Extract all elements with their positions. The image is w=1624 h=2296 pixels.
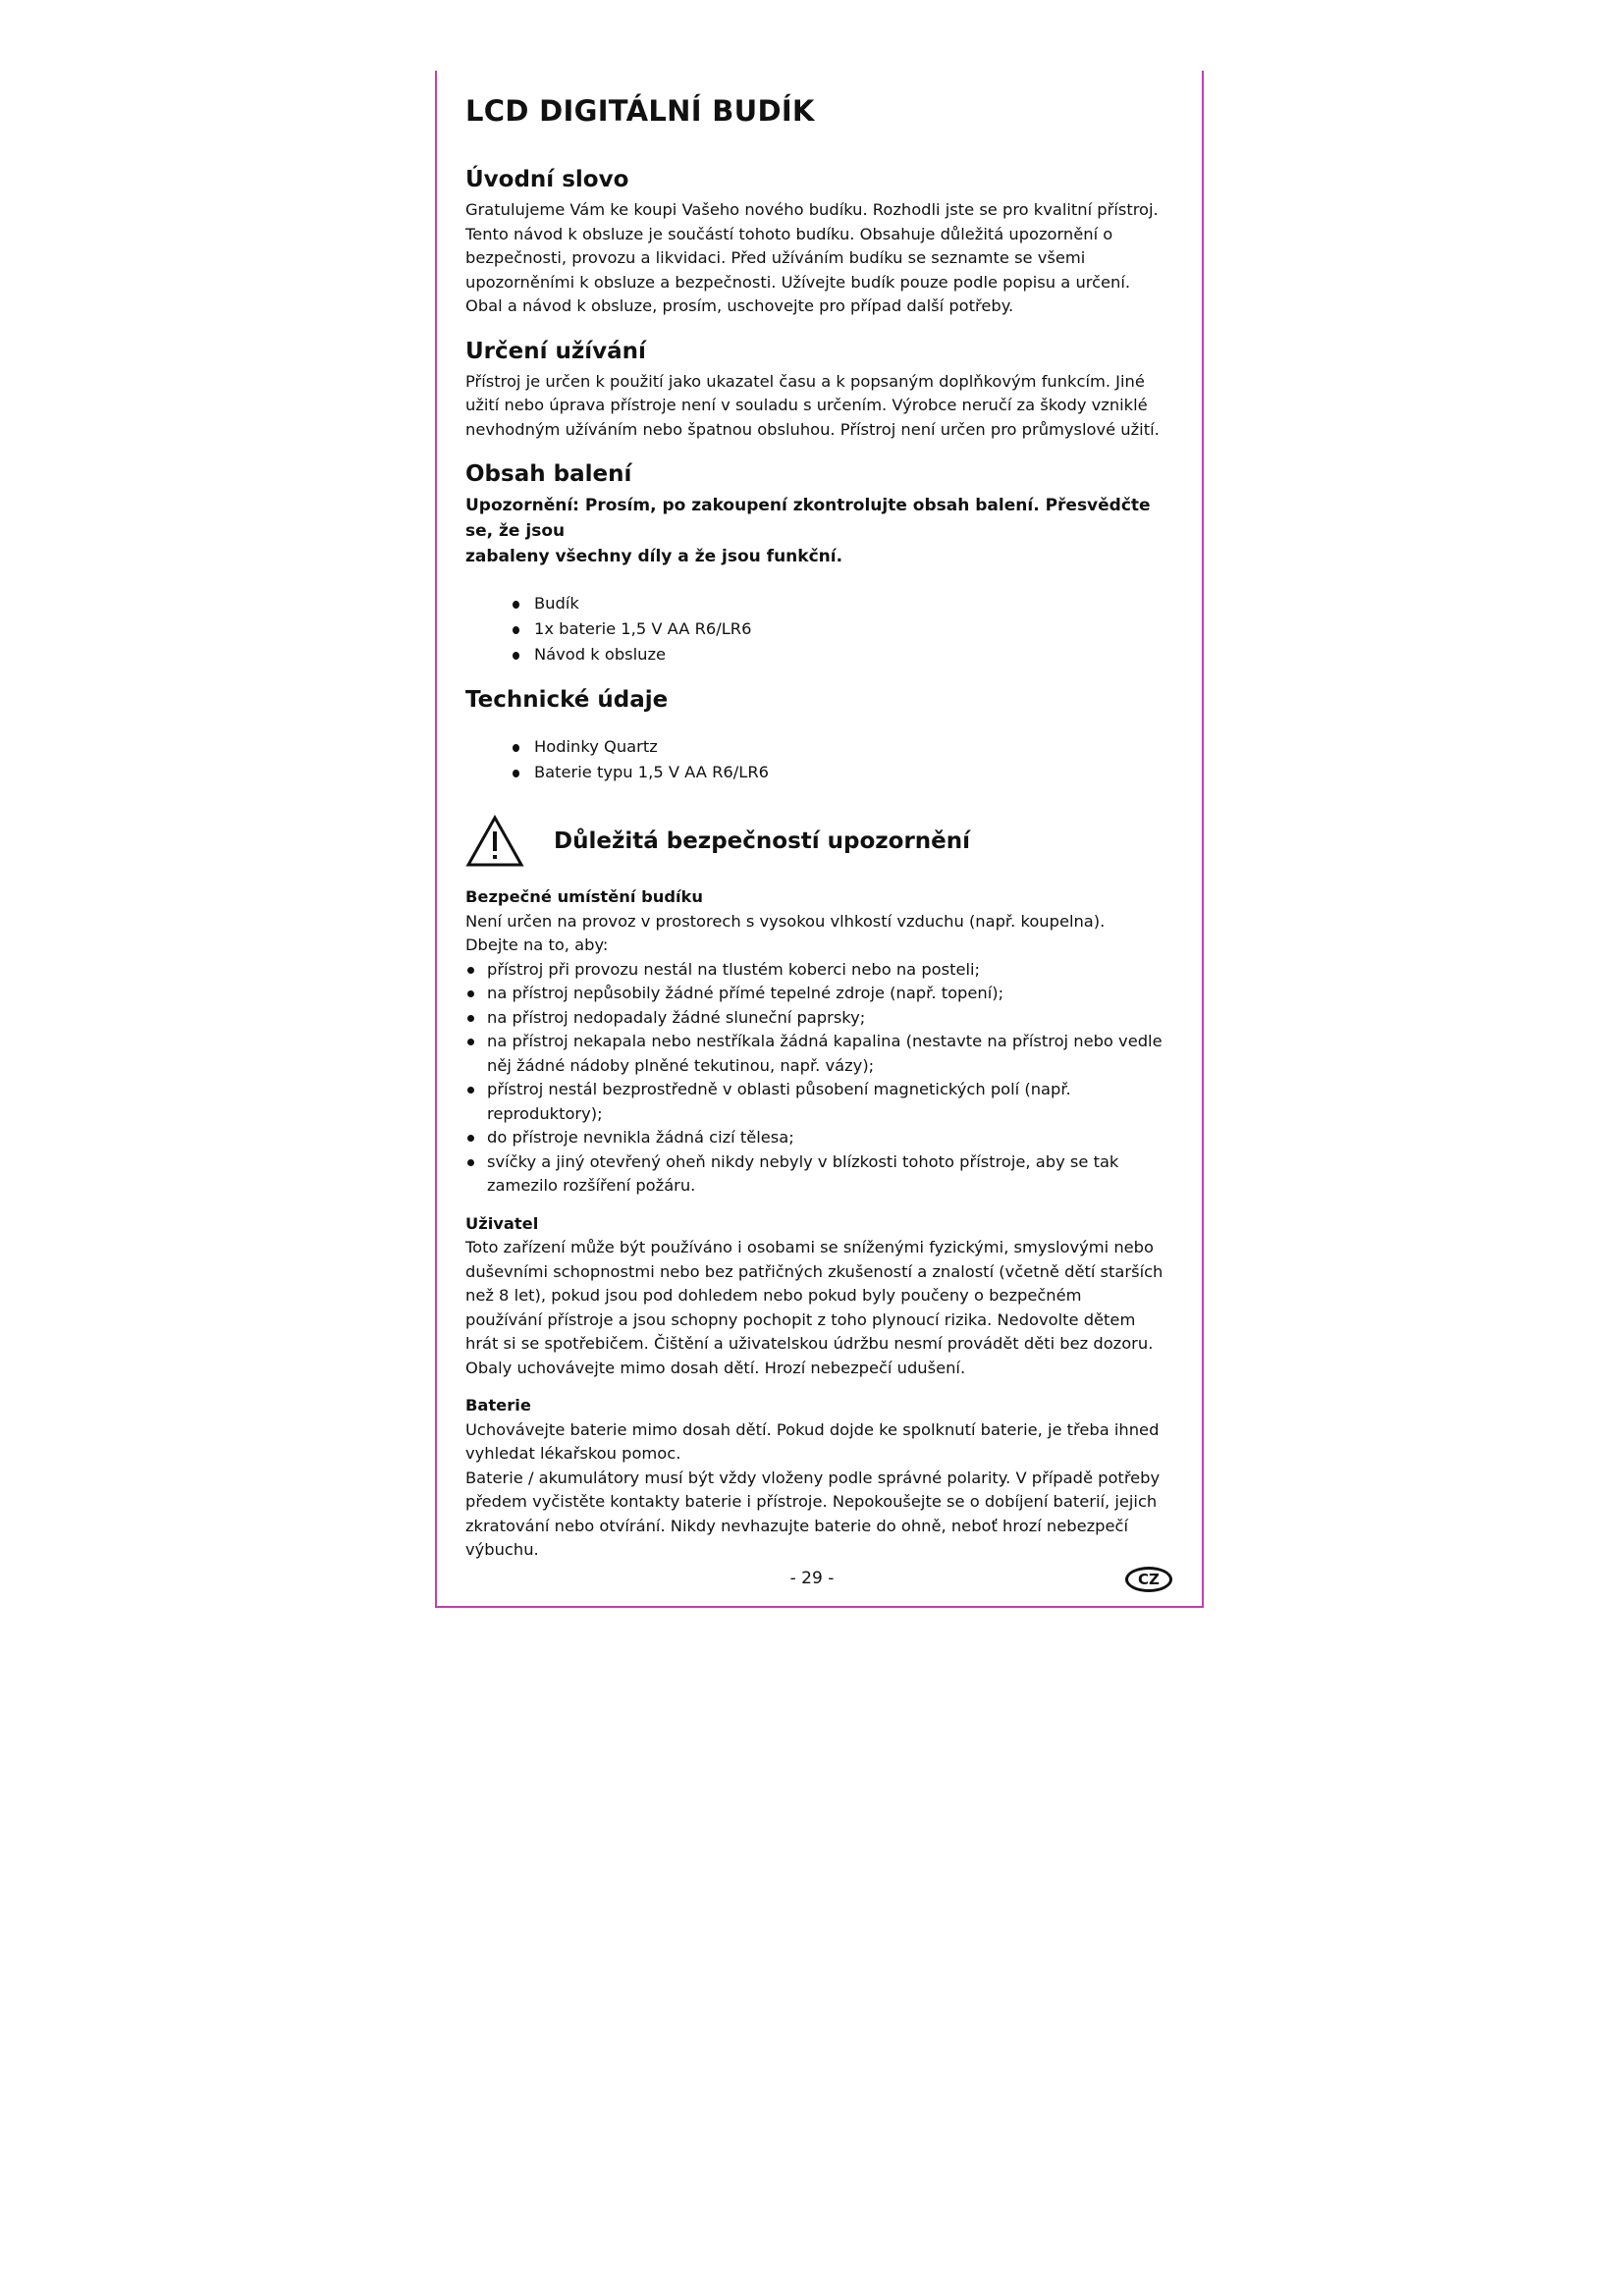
- intro-line: Tento návod k obsluze je součástí tohoto budíku. Obsahuje důležitá upozornění o: [465, 224, 1113, 243]
- usage-heading: Určení užívání: [465, 338, 646, 364]
- warning-triangle-icon: [465, 815, 524, 868]
- manual-page: [465, 94, 1174, 1563]
- package-notice-line: zabaleny všechny díly a že jsou funkční.: [465, 547, 843, 566]
- user-line: Obaly uchovávejte mimo dosah dětí. Hrozí nebezpečí udušení.: [465, 1358, 966, 1377]
- placement-line: Není určen na provoz v prostorech s vysokou vlhkostí vzduchu (např. koupelna).: [465, 911, 1106, 931]
- battery-line: Baterie / akumulátory musí být vždy vloženy podle správné polarity. V případě potřeby: [465, 1468, 1161, 1487]
- user-line: používání přístroje a jsou schopny pochopit z toho plynoucí rizika. Nedovolte dětem: [465, 1309, 1136, 1329]
- usage-line: užití nebo úprava přístroje není v souladu s určením. Výrobce neručí za škody vzniklé: [465, 396, 1148, 414]
- package-notice-line: Upozornění: Prosím, po zakoupení zkontrolujte obsah balení. Přesvědčte se, že jsou: [465, 496, 1151, 541]
- page-number: - 29 -: [789, 1569, 835, 1588]
- document-title: LCD DIGITÁLNÍ BUDÍK: [465, 94, 815, 128]
- list-item: Budík: [511, 591, 1174, 616]
- package-section: [465, 461, 1174, 667]
- list-item: Hodinky Quartz: [511, 734, 1174, 760]
- list-item: 1x baterie 1,5 V AA R6/LR6: [511, 616, 1174, 642]
- tech-heading: Technické údaje: [465, 687, 669, 713]
- placement-line: Dbejte na to, aby:: [465, 935, 609, 954]
- language-badge: CZ: [1125, 1567, 1172, 1592]
- battery-line: Uchovávejte baterie mimo dosah dětí. Pokud dojde ke spolknutí baterie, je třeba ihned: [465, 1419, 1160, 1439]
- tech-section: [465, 687, 1174, 785]
- user-line: duševními schopnostmi nebo bez patřičných zkušeností a znalostí (včetně dětí starších: [465, 1261, 1164, 1281]
- battery-section: [465, 1394, 1174, 1563]
- user-line: Toto zařízení může být používáno i osobami se sníženými fyzickými, smyslovými nebo: [465, 1238, 1154, 1256]
- list-item: svíčky a jiný otevřený oheň nikdy nebyly v blízkosti tohoto přístroje, aby se tak zamezilo rozšíření požáru.: [465, 1150, 1174, 1199]
- battery-subheading: Baterie: [465, 1396, 531, 1415]
- user-subheading: Uživatel: [465, 1213, 539, 1233]
- placement-subheading: Bezpečné umístění budíku: [465, 887, 703, 906]
- battery-line: výbuchu.: [465, 1540, 539, 1559]
- intro-line: Obal a návod k obsluze, prosím, uschovejte pro případ další potřeby.: [465, 296, 1014, 315]
- safety-header: [465, 815, 1174, 868]
- placement-section: [465, 885, 1174, 1199]
- list-item: Návod k obsluze: [511, 642, 1174, 667]
- list-item: přístroj při provozu nestál na tlustém koberci nebo na posteli;: [465, 958, 1174, 983]
- list-item: na přístroj nedopadaly žádné sluneční paprsky;: [465, 1006, 1174, 1031]
- battery-line: vyhledat lékařskou pomoc.: [465, 1444, 681, 1463]
- usage-line: nevhodným užíváním nebo špatnou obsluhou. Přístroj není určen pro průmyslové užití.: [465, 419, 1160, 439]
- placement-list: [465, 958, 1174, 1199]
- usage-section: [465, 339, 1174, 443]
- battery-line: předem vyčistěte kontakty baterie i přístroje. Nepokoušejte se o dobíjení baterií, jejich: [465, 1492, 1158, 1511]
- package-heading: Obsah balení: [465, 461, 632, 487]
- intro-heading: Úvodní slovo: [465, 167, 629, 192]
- intro-section: [465, 167, 1174, 319]
- list-item: na přístroj nekapala nebo nestříkala žádná kapalina (nestavte na přístroj nebo vedle něj žádné nádoby plněné tekutinou, např. vázy);: [465, 1030, 1174, 1078]
- list-item: Baterie typu 1,5 V AA R6/LR6: [511, 760, 1174, 785]
- tech-list: [465, 734, 1174, 785]
- battery-line: zkratování nebo otvírání. Nikdy nevhazujte baterie do ohně, neboť hrozí nebezpečí: [465, 1516, 1128, 1535]
- intro-line: bezpečnosti, provozu a likvidaci. Před užíváním budíku se seznamte se všemi: [465, 248, 1086, 267]
- usage-line: Přístroj je určen k použití jako ukazatel času a k popsaným doplňkovým funkcím. Jiné: [465, 371, 1145, 391]
- list-item: na přístroj nepůsobily žádné přímé tepelné zdroje (např. topení);: [465, 982, 1174, 1006]
- package-list: [465, 591, 1174, 667]
- intro-line: Gratulujeme Vám ke koupi Vašeho nového budíku. Rozhodli jste se pro kvalitní přístroj.: [465, 200, 1159, 219]
- intro-line: upozorněními k obsluze a bezpečnosti. Užívejte budík pouze podle popisu a určení.: [465, 272, 1131, 292]
- safety-heading: Důležitá bezpečností upozornění: [554, 828, 971, 854]
- user-section: [465, 1212, 1174, 1381]
- user-line: než 8 let), pokud jsou pod dohledem nebo pokud byly poučeny o bezpečném: [465, 1286, 1082, 1305]
- list-item: do přístroje nevnikla žádná cizí tělesa;: [465, 1126, 1174, 1150]
- user-line: hrát si se spotřebičem. Čištění a uživatelskou údržbu nesmí provádět děti bez dozoru.: [465, 1334, 1154, 1353]
- list-item: přístroj nestál bezprostředně v oblasti působení magnetických polí (např. reproduktory);: [465, 1078, 1174, 1126]
